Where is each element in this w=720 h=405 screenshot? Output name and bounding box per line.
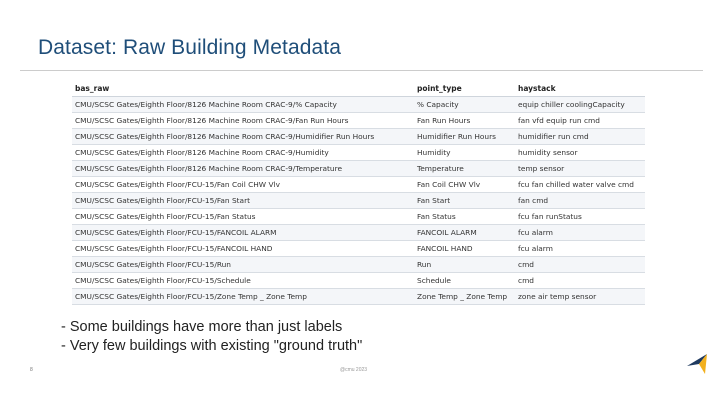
table-row [72,144,645,160]
cell-bas-raw: CMU/SCSC Gates/Eighth Floor/FCU-15/Run [72,256,414,272]
metadata-table [72,81,645,305]
slide-title: Dataset: Raw Building Metadata [38,36,341,59]
table-row [72,240,645,256]
bullet-item: - Some buildings have more than just labels [61,319,343,335]
cell-haystack: cmd [515,256,645,272]
cell-bas-raw: CMU/SCSC Gates/Eighth Floor/FCU-15/FANCOIL ALARM [72,224,414,240]
cell-point-type: Schedule [414,272,515,288]
cell-bas-raw: CMU/SCSC Gates/Eighth Floor/FCU-15/Fan Coil CHW Vlv [72,176,414,192]
column-header-point-type: point_type [414,81,515,96]
table-row [72,112,645,128]
table-row [72,224,645,240]
cell-haystack: fcu alarm [515,240,645,256]
cell-point-type: Fan Start [414,192,515,208]
table-body [72,96,645,304]
cell-haystack: fan vfd equip run cmd [515,112,645,128]
cell-bas-raw: CMU/SCSC Gates/Eighth Floor/FCU-15/Zone Temp _ Zone Temp [72,288,414,304]
cell-haystack: fcu fan chilled water valve cmd [515,176,645,192]
column-header-haystack: haystack [515,81,645,96]
cell-bas-raw: CMU/SCSC Gates/Eighth Floor/8126 Machine Room CRAC-9/Humidifier Run Hours [72,128,414,144]
cell-point-type: FANCOIL HAND [414,240,515,256]
table-row [72,160,645,176]
bullet-item: - Very few buildings with existing "ground truth" [61,338,363,354]
table-header-row [72,81,645,96]
page-number: 8 [30,367,33,373]
cell-point-type: Fan Coil CHW Vlv [414,176,515,192]
logo-icon [685,352,709,376]
cell-point-type: Fan Run Hours [414,112,515,128]
table-row [72,128,645,144]
cell-bas-raw: CMU/SCSC Gates/Eighth Floor/8126 Machine Room CRAC-9/Humidity [72,144,414,160]
cell-haystack: humidifier run cmd [515,128,645,144]
cell-haystack: zone air temp sensor [515,288,645,304]
cell-haystack: humidity sensor [515,144,645,160]
cell-point-type: Run [414,256,515,272]
footer-text: @cmu 2023 [340,367,368,373]
title-divider [20,70,703,71]
cell-point-type: Temperature [414,160,515,176]
cell-point-type: Zone Temp _ Zone Temp [414,288,515,304]
table-row [72,288,645,304]
table-row [72,96,645,112]
table-row [72,192,645,208]
cell-bas-raw: CMU/SCSC Gates/Eighth Floor/FCU-15/Fan Start [72,192,414,208]
cell-bas-raw: CMU/SCSC Gates/Eighth Floor/FCU-15/Fan Status [72,208,414,224]
cell-bas-raw: CMU/SCSC Gates/Eighth Floor/8126 Machine Room CRAC-9/Fan Run Hours [72,112,414,128]
cell-point-type: % Capacity [414,96,515,112]
cell-bas-raw: CMU/SCSC Gates/Eighth Floor/FCU-15/FANCOIL HAND [72,240,414,256]
table-row [72,176,645,192]
cell-point-type: Humidity [414,144,515,160]
table-row [72,256,645,272]
bullet-list [61,318,362,356]
cell-point-type: FANCOIL ALARM [414,224,515,240]
cell-bas-raw: CMU/SCSC Gates/Eighth Floor/8126 Machine Room CRAC-9/% Capacity [72,96,414,112]
cell-haystack: equip chiller coolingCapacity [515,96,645,112]
cell-point-type: Humidifier Run Hours [414,128,515,144]
column-header-bas-raw: bas_raw [72,81,414,96]
table-row [72,272,645,288]
cell-point-type: Fan Status [414,208,515,224]
cell-bas-raw: CMU/SCSC Gates/Eighth Floor/8126 Machine Room CRAC-9/Temperature [72,160,414,176]
cell-haystack: cmd [515,272,645,288]
cell-haystack: temp sensor [515,160,645,176]
cell-bas-raw: CMU/SCSC Gates/Eighth Floor/FCU-15/Schedule [72,272,414,288]
cell-haystack: fan cmd [515,192,645,208]
cell-haystack: fcu fan runStatus [515,208,645,224]
metadata-table-container [72,81,645,301]
cell-haystack: fcu alarm [515,224,645,240]
table-row [72,208,645,224]
